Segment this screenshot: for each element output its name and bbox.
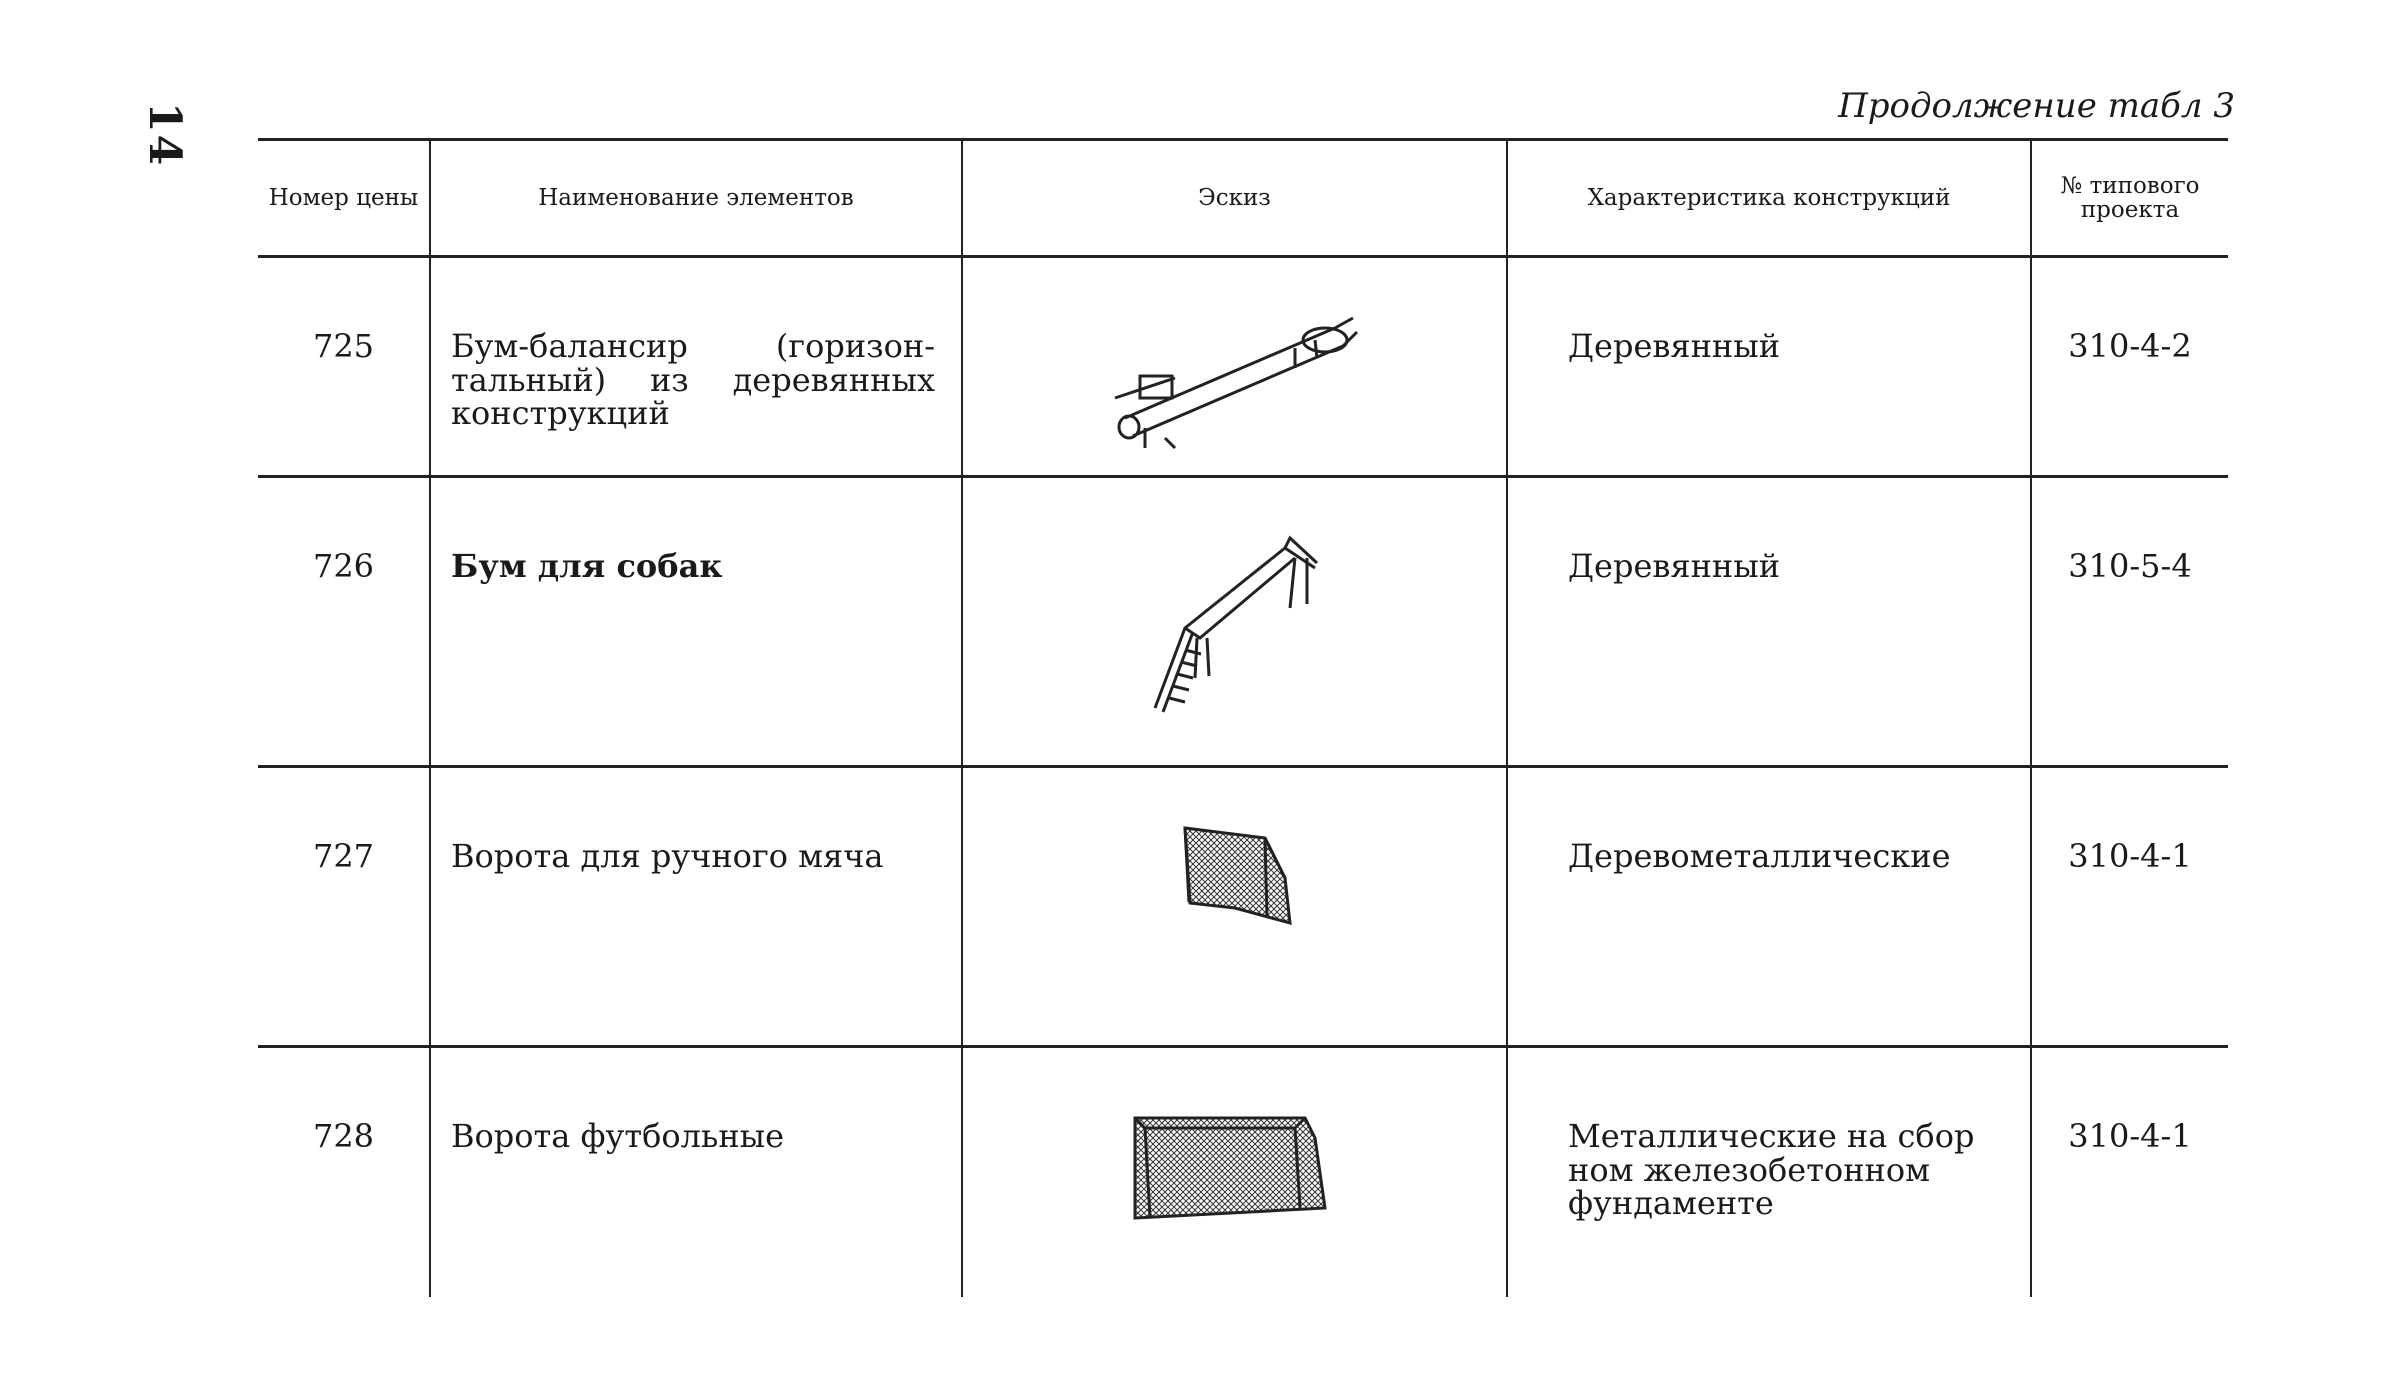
header-name: Наименование элементов	[430, 140, 962, 257]
table-row	[258, 767, 2228, 1047]
row-characteristics: Деревянный	[1507, 257, 2031, 477]
row-sketch	[962, 1047, 1507, 1297]
table-continuation-title: Продолжение табл 3	[1838, 86, 2235, 126]
handball-goal-icon	[1085, 798, 1385, 968]
row-project: 310-4-1	[2031, 1047, 2228, 1297]
table-row	[258, 257, 2228, 477]
football-goal-icon	[1075, 1078, 1395, 1248]
row-project: 310-4-2	[2031, 257, 2228, 477]
table-row	[258, 477, 2228, 767]
balance-beam-icon	[1085, 288, 1385, 458]
row-name: Ворота футбольные	[430, 1047, 962, 1297]
row-name: Бум-балансир (горизон-тальный) из деревянных конструкций	[430, 257, 962, 477]
header-number: Номер цены	[268, 184, 419, 211]
row-number: 728	[312, 1117, 375, 1155]
price-table	[258, 138, 2228, 1297]
row-name: Ворота для ручного мяча	[430, 767, 962, 1047]
row-number: 725	[312, 327, 375, 365]
row-name: Бум для собак	[430, 477, 962, 767]
row-project: 310-4-1	[2031, 767, 2228, 1047]
row-characteristics: Деревянный	[1507, 477, 2031, 767]
row-sketch	[962, 257, 1507, 477]
header-sketch: Эскиз	[962, 140, 1507, 257]
row-characteristics: Деревометаллические	[1507, 767, 2031, 1047]
row-sketch	[962, 477, 1507, 767]
page-number: 14	[139, 102, 190, 168]
row-number: 726	[312, 547, 375, 585]
header-project: № типового проекта	[2031, 140, 2228, 257]
table-header	[258, 140, 2228, 257]
row-sketch	[962, 767, 1507, 1047]
header-characteristics: Характеристика конструкций	[1507, 140, 2031, 257]
table-row	[258, 1047, 2228, 1297]
dog-beam-icon	[1085, 508, 1385, 738]
row-characteristics: Металлические на сбор ном железобетонном фундаменте	[1507, 1047, 2031, 1297]
row-number: 727	[312, 837, 375, 875]
row-project: 310-5-4	[2031, 477, 2228, 767]
